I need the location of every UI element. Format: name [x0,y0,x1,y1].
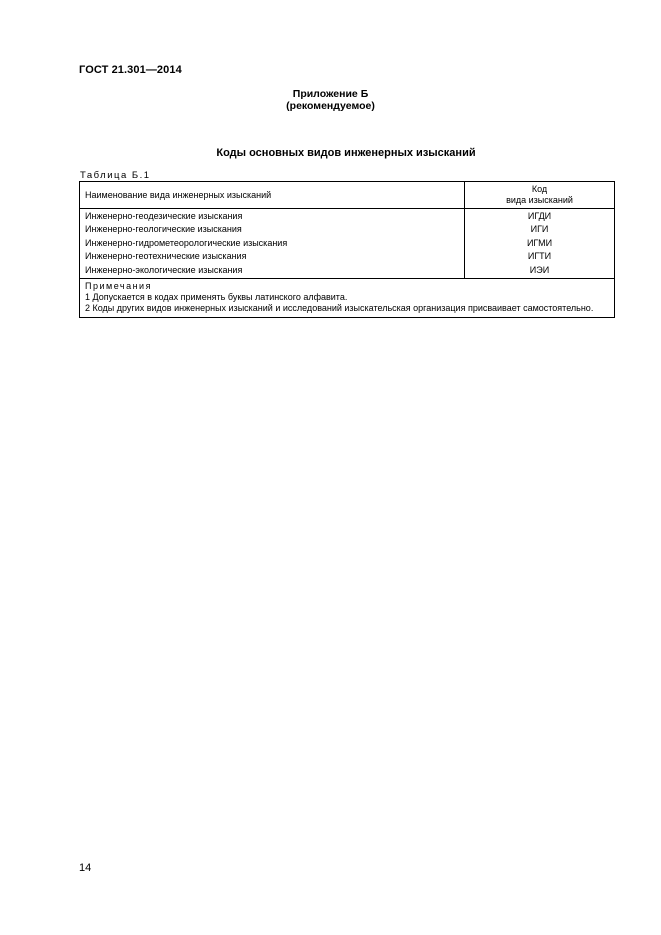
appendix-subtitle: (рекомендуемое) [286,100,375,112]
note-item: 1 Допускается в кодах применять буквы латинского алфавита. [85,292,348,303]
page-number: 14 [79,862,92,874]
row-code: ИГМИ [526,237,553,248]
header-code-line1: Код [531,184,548,194]
row-name: Инженерно-геологические изыскания [85,224,242,235]
codes-table [79,181,615,318]
row-code: ИЭИ [529,264,550,275]
row-name: Инженерно-экологические изыскания [85,264,243,275]
section-title: Коды основных видов инженерных изысканий [216,147,476,159]
table-body [80,209,614,279]
document-header: ГОСТ 21.301—2014 [79,64,182,76]
codes-column [465,209,614,278]
names-column [80,209,465,278]
appendix-title: Приложение Б [292,88,369,100]
notes-heading: Примечания [85,280,152,291]
note-item: 2 Коды других видов инженерных изысканий и исследований изыскательская организация присваивает самостоятельно. [85,303,594,314]
table-header-row [80,182,614,209]
row-code: ИГДИ [527,211,552,221]
header-code-cell [465,182,614,208]
row-code: ИГТИ [527,251,552,262]
row-name: Инженерно-геотехнические изыскания [85,251,247,262]
row-name: Инженерно-геодезические изыскания [85,211,243,221]
row-code: ИГИ [530,224,549,235]
table-caption: Таблица Б.1 [80,170,151,181]
header-code-line2: вида изысканий [506,195,573,205]
header-name-cell: Наименование вида инженерных изысканий [80,182,465,208]
row-name: Инженерно-гидрометеорологические изыскания [85,237,288,248]
table-notes [80,279,614,317]
